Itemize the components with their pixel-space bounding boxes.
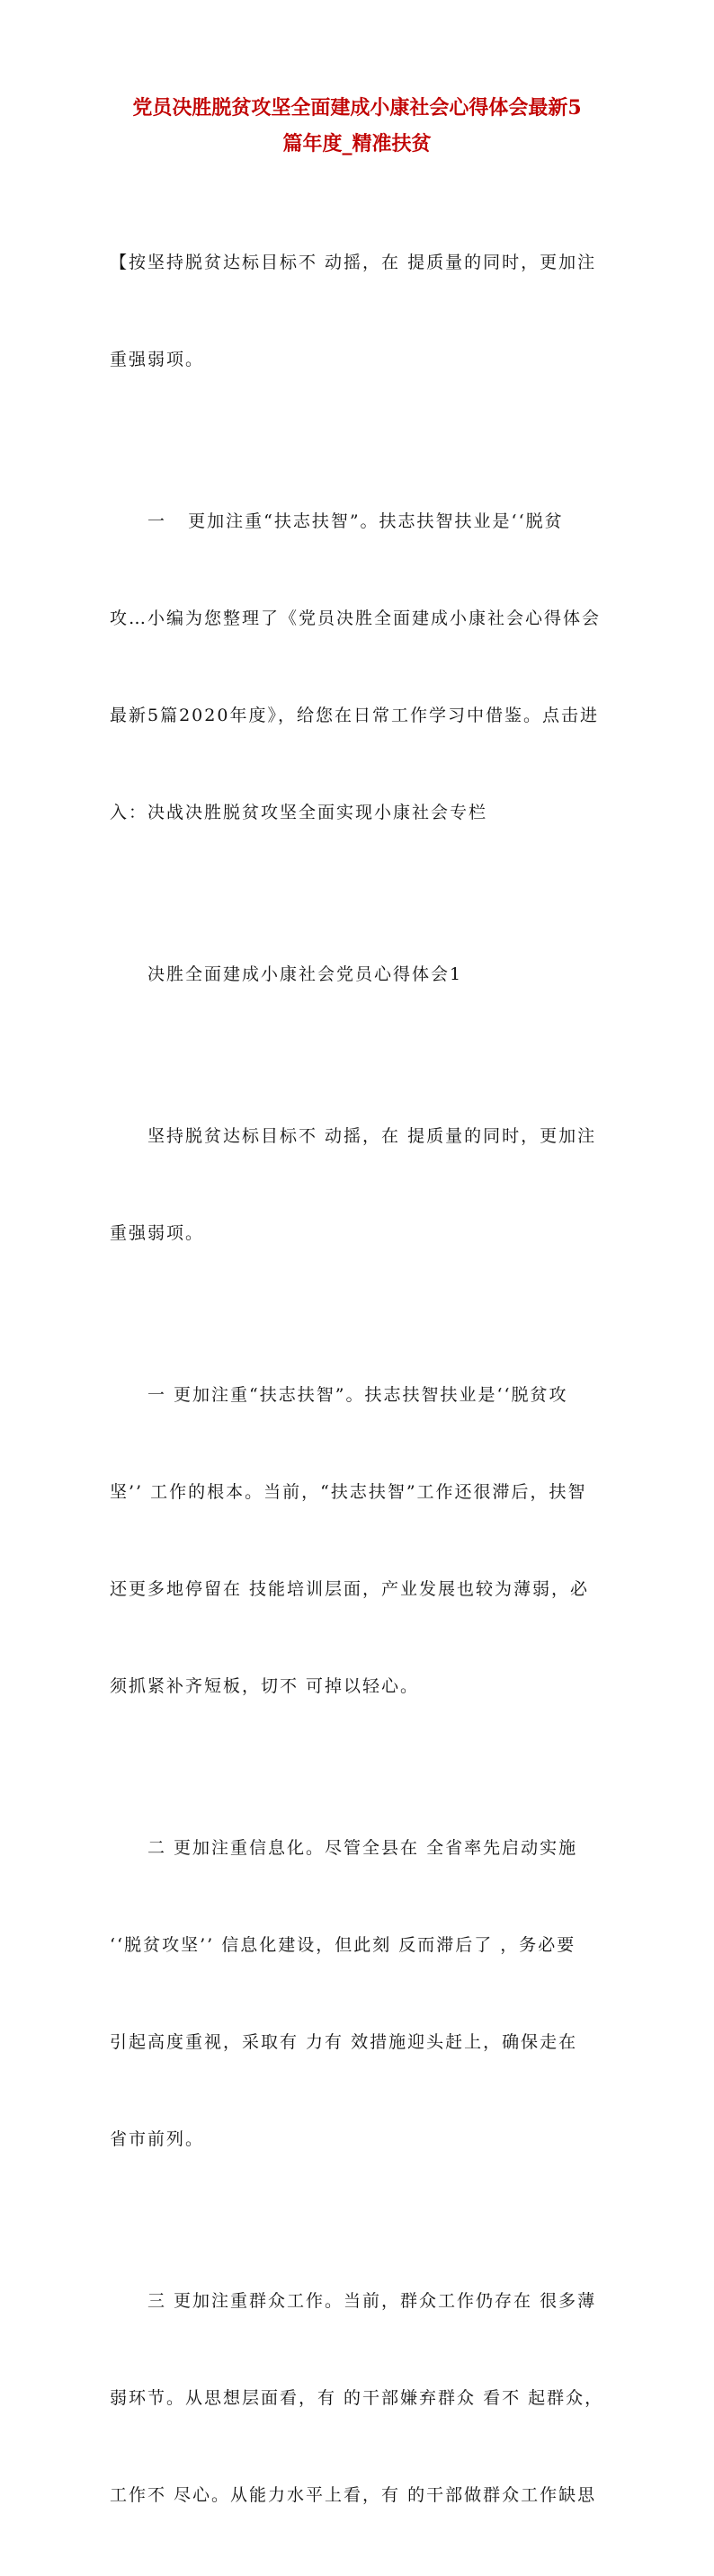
paragraph-goal (110, 1055, 613, 1314)
text-line: 坚持脱贫达标目标不 动摇，在 提质量的同时，更加注 (147, 1126, 597, 1146)
paragraph-point-2 (110, 1767, 613, 2220)
text-line: 一 更加注重“扶志扶智”。扶志扶智扶业是‘‘脱贫攻 (147, 1385, 568, 1405)
paragraph-point-3 (110, 2220, 613, 2576)
text-line: 最新5篇2020年度》，给您在日常工作学习中借鉴。点击进 (110, 706, 599, 725)
section-heading (110, 893, 613, 1055)
text-line: 入：决战决胜脱贫攻坚全面实现小康社会专栏 (110, 803, 488, 822)
paragraph-summary (110, 440, 613, 893)
paragraph-intro (110, 182, 613, 440)
text-line: 弱环节。从思想层面看，有 的干部嫌弃群众 看不 起群众， (110, 2388, 604, 2408)
text-line: 重强弱项。 (110, 1223, 205, 1243)
document-title (90, 90, 624, 162)
text-line: 重强弱项。 (110, 350, 205, 369)
text-line: 攻…小编为您整理了《党员决胜全面建成小康社会心得体会 (110, 608, 602, 628)
text-line: 【按坚持脱贫达标目标不 动摇，在 提质量的同时，更加注 (110, 253, 597, 272)
text-line: 一 更加注重“扶志扶智”。扶志扶智扶业是‘‘脱贫 (147, 511, 564, 531)
title-line-1: 党员决胜脱贫攻坚全面建成小康社会心得体会最新5 (132, 96, 582, 120)
text-line: 坚’’ 工作的根本。当前，“扶志扶智”工作还很滞后，扶智 (110, 1482, 587, 1502)
text-line: 决胜全面建成小康社会党员心得体会1 (147, 964, 463, 984)
text-line: 省市前列。 (110, 2129, 205, 2149)
text-line: 还更多地停留在 技能培训层面，产业发展也较为薄弱，必 (110, 1579, 590, 1599)
text-line: 工作不 尽心。从能力水平上看，有 的干部做群众工作缺思 (110, 2485, 597, 2505)
text-line: 二 更加注重信息化。尽管全县在 全省率先启动实施 (147, 1838, 578, 1858)
text-line: 三 更加注重群众工作。当前，群众工作仍存在 很多薄 (147, 2291, 597, 2311)
document-body (110, 182, 613, 2576)
text-line: 引起高度重视，采取有 力有 效措施迎头赶上，确保走在 (110, 2032, 578, 2052)
title-line-2: 篇年度_精准扶贫 (282, 132, 432, 155)
text-line: ‘‘脱贫攻坚’’ 信息化建设，但此刻 反而滞后了 ，务必要 (110, 1935, 576, 1955)
paragraph-point-1 (110, 1314, 613, 1767)
text-line: 须抓紧补齐短板，切不 可掉以轻心。 (110, 1676, 420, 1696)
